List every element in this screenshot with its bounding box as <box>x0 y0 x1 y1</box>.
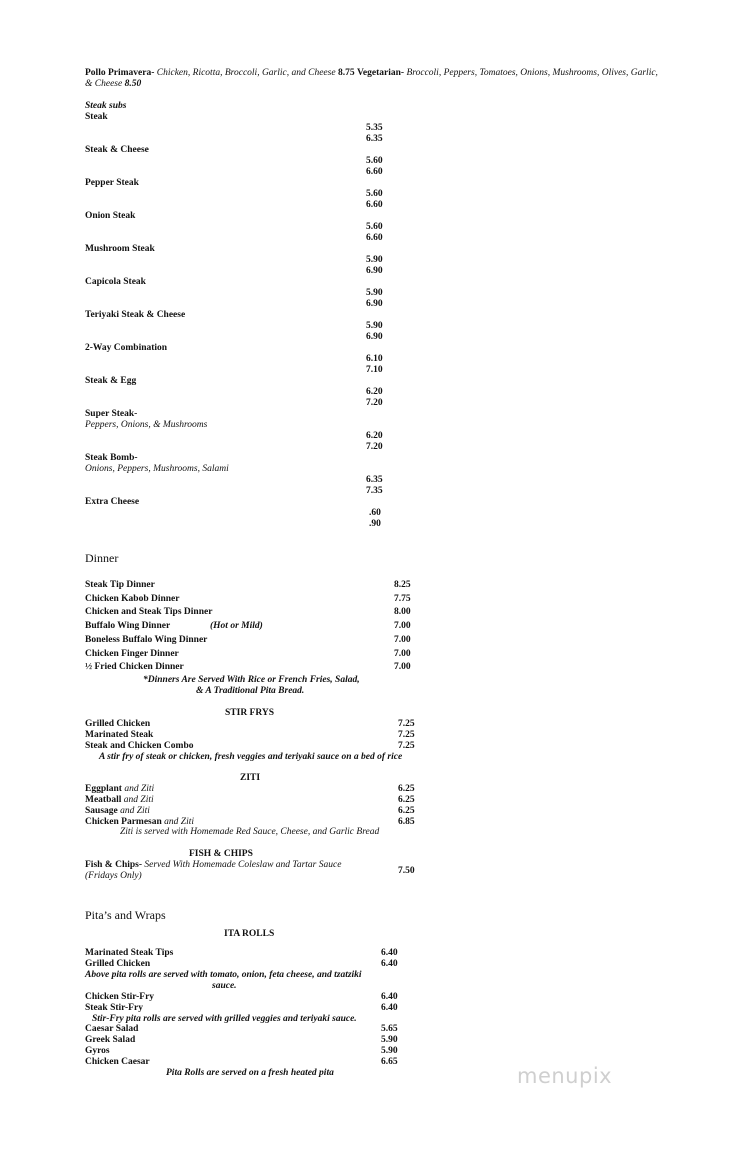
stir-fry-price: 7.25 <box>398 730 415 740</box>
steak-item-name: Pepper Steak <box>85 178 139 188</box>
dinner-item-price: 7.00 <box>394 662 411 673</box>
ziti-item-suffix: and Ziti <box>121 795 154 805</box>
dinner-item-name: Chicken Finger Dinner <box>85 648 179 659</box>
steak-price-large: 7.20 <box>366 398 383 408</box>
steak-price-small: 5.90 <box>366 255 383 265</box>
ziti-item-price: 6.25 <box>398 784 415 794</box>
dinner-item-note: (Hot or Mild) <box>210 621 263 632</box>
stir-fry-price: 7.25 <box>398 719 415 729</box>
pita-item-price: 5.90 <box>381 1035 398 1045</box>
stir-frys-heading: STIR FRYS <box>225 708 275 718</box>
ziti-item <box>85 817 194 827</box>
steak-price-small: 6.35 <box>366 475 383 485</box>
ziti-item <box>85 806 150 816</box>
pita-note-1: Above pita rolls are served with tomato, onion, feta cheese, and tzatziki <box>85 970 362 980</box>
steak-item-name: Super Steak- <box>85 409 138 419</box>
dinner-item-price: 8.25 <box>394 580 411 590</box>
special-name: Vegetarian- <box>356 68 405 78</box>
steak-item-name: Teriyaki Steak & Cheese <box>85 310 186 320</box>
steak-price-large: 6.60 <box>366 233 383 243</box>
steak-price-large: 6.60 <box>366 200 383 210</box>
steak-price-large: .90 <box>369 519 381 529</box>
ziti-item-suffix: and Ziti <box>117 806 150 816</box>
ziti-heading: ZITI <box>240 773 261 783</box>
stir-fry-price: 7.25 <box>398 741 415 751</box>
ziti-item-name: Sausage <box>85 806 118 816</box>
ziti-item-name: Eggplant <box>85 784 122 794</box>
dinner-item-name: Boneless Buffalo Wing Dinner <box>85 634 208 645</box>
pita-item-name: Steak Stir-Fry <box>85 1003 143 1013</box>
special-vegetarian-cont <box>85 79 141 89</box>
special-desc: Broccoli, Peppers, Tomatoes, Onions, Mushrooms, Olives, Garlic, <box>404 68 658 78</box>
ziti-item-price: 6.85 <box>398 817 415 827</box>
steak-item-name: 2-Way Combination <box>85 343 168 353</box>
ziti-item-suffix: and Ziti <box>121 784 155 794</box>
dinner-item-price: 7.00 <box>394 648 411 659</box>
ziti-item-name: Chicken Parmesan <box>85 817 162 827</box>
dinner-item-price: 7.75 <box>394 593 411 604</box>
steak-price-small: 6.20 <box>366 387 383 397</box>
steak-price-small: 5.90 <box>366 321 383 331</box>
steak-item-desc: Peppers, Onions, & Mushrooms <box>85 420 208 430</box>
pita-item-name: Greek Salad <box>85 1035 136 1045</box>
steak-price-small: 5.90 <box>366 288 383 298</box>
ziti-item-price: 6.25 <box>398 795 415 805</box>
pita-item-name: Chicken Caesar <box>85 1057 150 1067</box>
pita-item-name: Caesar Salad <box>85 1024 139 1034</box>
steak-item-name: Steak <box>85 112 108 122</box>
pita-item-price: 5.65 <box>381 1024 398 1034</box>
special-desc: & Cheese <box>85 79 123 89</box>
pita-note-2: Stir-Fry pita rolls are served with grilled veggies and teriyaki sauce. <box>92 1014 357 1024</box>
dinner-item-price: 7.00 <box>394 621 411 632</box>
ziti-item-price: 6.25 <box>398 806 415 816</box>
pita-note-1-cont: sauce. <box>212 981 237 991</box>
pita-item-price: 6.40 <box>381 1003 398 1013</box>
dinner-item-name: Chicken and Steak Tips Dinner <box>85 607 213 618</box>
steak-item-name: Extra Cheese <box>85 497 140 507</box>
dinner-item-name: Steak Tip Dinner <box>85 580 155 590</box>
pita-item-price: 6.40 <box>381 992 398 1002</box>
special-pollo-primavera <box>85 68 658 78</box>
menupix-watermark-logo: menupix <box>517 1064 613 1088</box>
stir-fry-name: Steak and Chicken Combo <box>85 741 194 751</box>
dinner-footnote-cont: & A Traditional Pita Bread. <box>196 686 305 696</box>
dinner-item-name: ½ Fried Chicken Dinner <box>85 662 184 673</box>
special-price: 8.50 <box>124 79 142 89</box>
steak-price-small: 6.10 <box>366 354 383 364</box>
steak-price-large: 7.35 <box>366 486 383 496</box>
ziti-footnote: Ziti is served with Homemade Red Sauce, Cheese, and Garlic Bread <box>120 827 380 837</box>
dinner-item-price: 7.00 <box>394 634 411 645</box>
fish-desc: Served With Homemade Coleslaw and Tartar Sauce <box>142 860 342 870</box>
pitas-heading: Pita’s and Wraps <box>85 908 166 922</box>
pita-item-name: Chicken Stir-Fry <box>85 992 155 1002</box>
pita-item-name: Marinated Steak Tips <box>85 948 174 958</box>
ziti-item-name: Meatball <box>85 795 122 805</box>
pita-item-price: 6.65 <box>381 1057 398 1067</box>
steak-item-name: Mushroom Steak <box>85 244 155 254</box>
steak-item-name: Steak & Cheese <box>85 145 149 155</box>
fish-price: 7.50 <box>398 866 415 876</box>
pita-rolls-heading: ITA ROLLS <box>224 929 275 939</box>
special-desc: Chicken, Ricotta, Broccoli, Garlic, and Cheese <box>154 68 336 78</box>
pita-item-price: 6.40 <box>381 959 398 969</box>
steak-price-small: 6.20 <box>366 431 383 441</box>
ziti-item <box>85 784 154 794</box>
pita-item-price: 6.40 <box>381 948 398 958</box>
special-name: Pollo Primavera- <box>85 68 155 78</box>
fish-item <box>85 860 341 870</box>
fish-heading: FISH & CHIPS <box>189 849 253 859</box>
steak-price-small: 5.60 <box>366 189 383 199</box>
fish-note: (Fridays Only) <box>85 871 142 881</box>
steak-item-name: Capicola Steak <box>85 277 146 287</box>
steak-price-large: 7.20 <box>366 442 383 452</box>
steak-price-large: 7.10 <box>366 365 383 375</box>
dinner-heading: Dinner <box>85 551 119 565</box>
dinner-item-price: 8.00 <box>394 607 411 618</box>
pita-note-3: Pita Rolls are served on a fresh heated pita <box>166 1068 334 1078</box>
steak-price-small: 5.60 <box>366 222 383 232</box>
stir-fry-name: Grilled Chicken <box>85 719 151 729</box>
steak-item-name: Onion Steak <box>85 211 136 221</box>
stir-frys-footnote: A stir fry of steak or chicken, fresh veggies and teriyaki sauce on a bed of rice <box>99 752 403 762</box>
ziti-item <box>85 795 154 805</box>
steak-price-large: 6.60 <box>366 167 383 177</box>
dinner-item-name: Chicken Kabob Dinner <box>85 593 180 604</box>
ziti-item-suffix: and Ziti <box>161 817 194 827</box>
steak-price-small: 5.35 <box>366 123 383 133</box>
dinner-footnote: *Dinners Are Served With Rice or French Fries, Salad, <box>143 675 360 685</box>
steak-item-name: Steak Bomb- <box>85 453 138 463</box>
special-price: 8.75 <box>337 68 355 78</box>
steak-price-large: 6.35 <box>366 134 383 144</box>
fish-name: Fish & Chips- <box>85 860 143 870</box>
dinner-item-name: Buffalo Wing Dinner <box>85 621 171 632</box>
steak-price-large: 6.90 <box>366 266 383 276</box>
steak-subs-heading: Steak subs <box>85 101 127 111</box>
steak-item-name: Steak & Egg <box>85 376 137 386</box>
stir-fry-name: Marinated Steak <box>85 730 154 740</box>
steak-price-large: 6.90 <box>366 332 383 342</box>
steak-item-desc: Onions, Peppers, Mushrooms, Salami <box>85 464 229 474</box>
steak-price-large: 6.90 <box>366 299 383 309</box>
pita-item-name: Grilled Chicken <box>85 959 151 969</box>
steak-price-small: 5.60 <box>366 156 383 166</box>
pita-item-name: Gyros <box>85 1046 110 1056</box>
pita-item-price: 5.90 <box>381 1046 398 1056</box>
steak-price-small: .60 <box>369 508 381 518</box>
